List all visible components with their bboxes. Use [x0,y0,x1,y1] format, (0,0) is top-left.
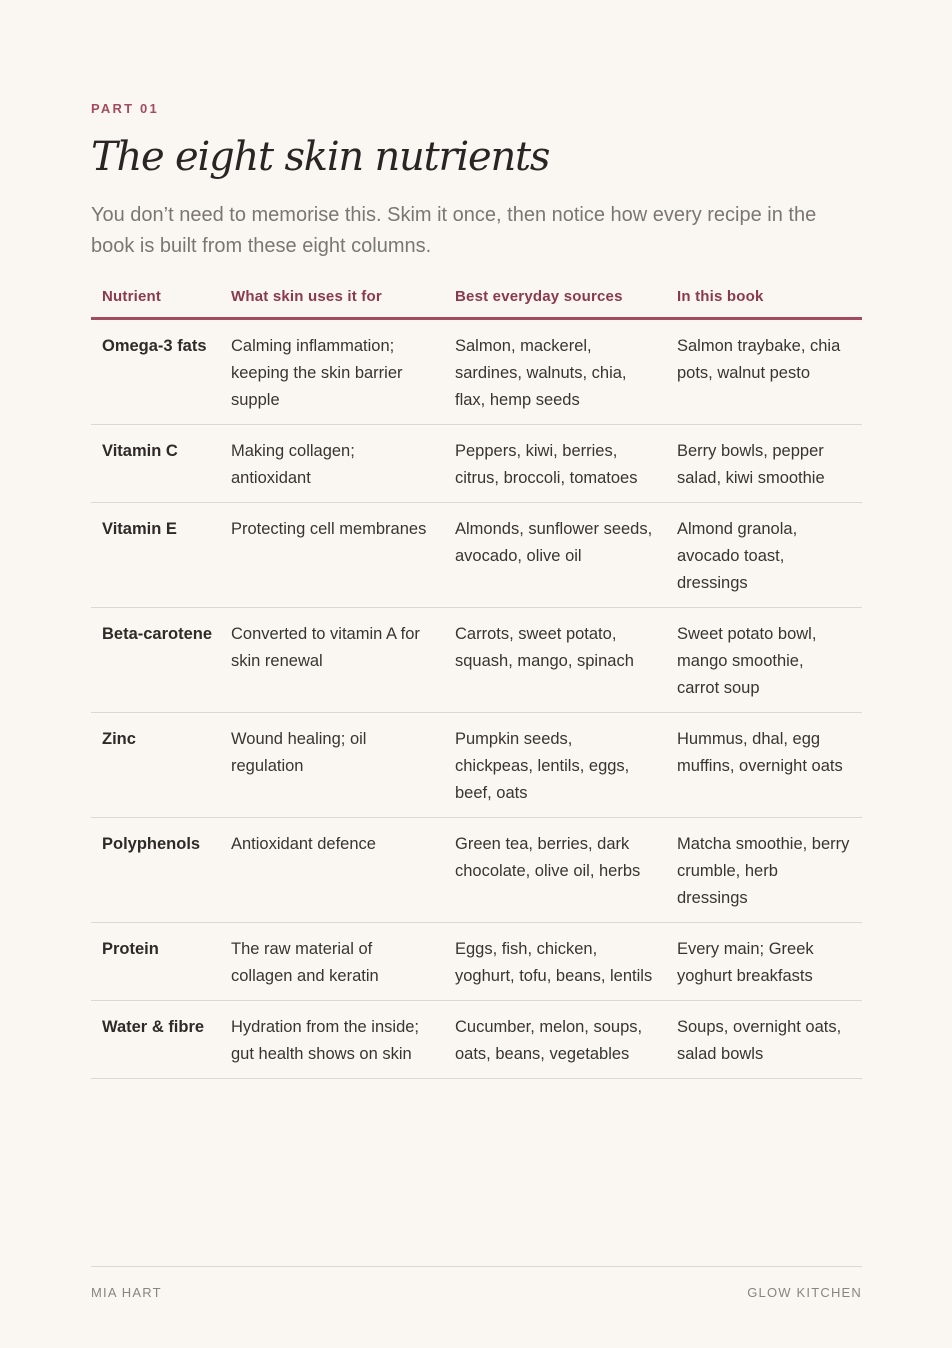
footer-book-title: GLOW KITCHEN [747,1285,862,1300]
skin-use-cell: Protecting cell membranes [220,503,444,608]
table-header [91,279,862,319]
sources-cell: Green tea, berries, dark chocolate, olive oil, herbs [444,818,666,923]
nutrient-name-cell: Protein [91,923,220,1001]
sources-cell: Peppers, kiwi, berries, citrus, broccoli, tomatoes [444,425,666,503]
column-header-sources: Best everyday sources [444,279,666,319]
in-book-cell: Berry bowls, pepper salad, kiwi smoothie [666,425,862,503]
in-book-cell: Matcha smoothie, berry crumble, herb dressings [666,818,862,923]
sources-cell: Eggs, fish, chicken, yoghurt, tofu, beans, lentils [444,923,666,1001]
table-body [91,319,862,1079]
column-header-in-book: In this book [666,279,862,319]
nutrient-name-cell: Zinc [91,713,220,818]
nutrient-name-cell: Polyphenols [91,818,220,923]
in-book-cell: Sweet potato bowl, mango smoothie, carrot soup [666,608,862,713]
skin-use-cell: Converted to vitamin A for skin renewal [220,608,444,713]
intro-paragraph: You don’t need to memorise this. Skim it once, then notice how every recipe in the book is built from these eight columns. [91,204,817,257]
skin-use-cell: Making collagen; antioxidant [220,425,444,503]
column-header-nutrient: Nutrient [91,279,220,319]
footer-author: MIA HART [91,1285,162,1300]
nutrient-name-cell: Vitamin C [91,425,220,503]
sources-cell: Pumpkin seeds, chickpeas, lentils, eggs, beef, oats [444,713,666,818]
nutrients-table [91,279,862,1079]
nutrient-name-cell: Beta-carotene [91,608,220,713]
table-row [91,425,862,503]
in-book-cell: Almond granola, avocado toast, dressings [666,503,862,608]
skin-use-cell: The raw material of collagen and keratin [220,923,444,1001]
in-book-cell: Every main; Greek yoghurt breakfasts [666,923,862,1001]
footer-divider [91,1266,862,1267]
table-row [91,713,862,818]
table-row [91,923,862,1001]
sources-cell: Cucumber, melon, soups, oats, beans, vegetables [444,1001,666,1079]
part-label: PART 01 [91,101,159,116]
table-row [91,818,862,923]
in-book-cell: Hummus, dhal, egg muffins, overnight oats [666,713,862,818]
in-book-cell: Salmon traybake, chia pots, walnut pesto [666,319,862,425]
nutrient-name-cell: Vitamin E [91,503,220,608]
nutrient-name-cell: Omega-3 fats [91,319,220,425]
sources-cell: Salmon, mackerel, sardines, walnuts, chia, flax, hemp seeds [444,319,666,425]
table-row [91,503,862,608]
book-page [91,0,862,1348]
in-book-cell: Soups, overnight oats, salad bowls [666,1001,862,1079]
skin-use-cell: Hydration from the inside; gut health shows on skin [220,1001,444,1079]
nutrient-name-cell: Water & fibre [91,1001,220,1079]
sources-cell: Carrots, sweet potato, squash, mango, spinach [444,608,666,713]
table-row [91,608,862,713]
table-header-row [91,279,862,319]
page-title: The eight skin nutrients [91,134,550,180]
sources-cell: Almonds, sunflower seeds, avocado, olive oil [444,503,666,608]
skin-use-cell: Calming inflammation; keeping the skin barrier supple [220,319,444,425]
table-row [91,319,862,425]
table-row [91,1001,862,1079]
column-header-skin-use: What skin uses it for [220,279,444,319]
skin-use-cell: Antioxidant defence [220,818,444,923]
skin-use-cell: Wound healing; oil regulation [220,713,444,818]
